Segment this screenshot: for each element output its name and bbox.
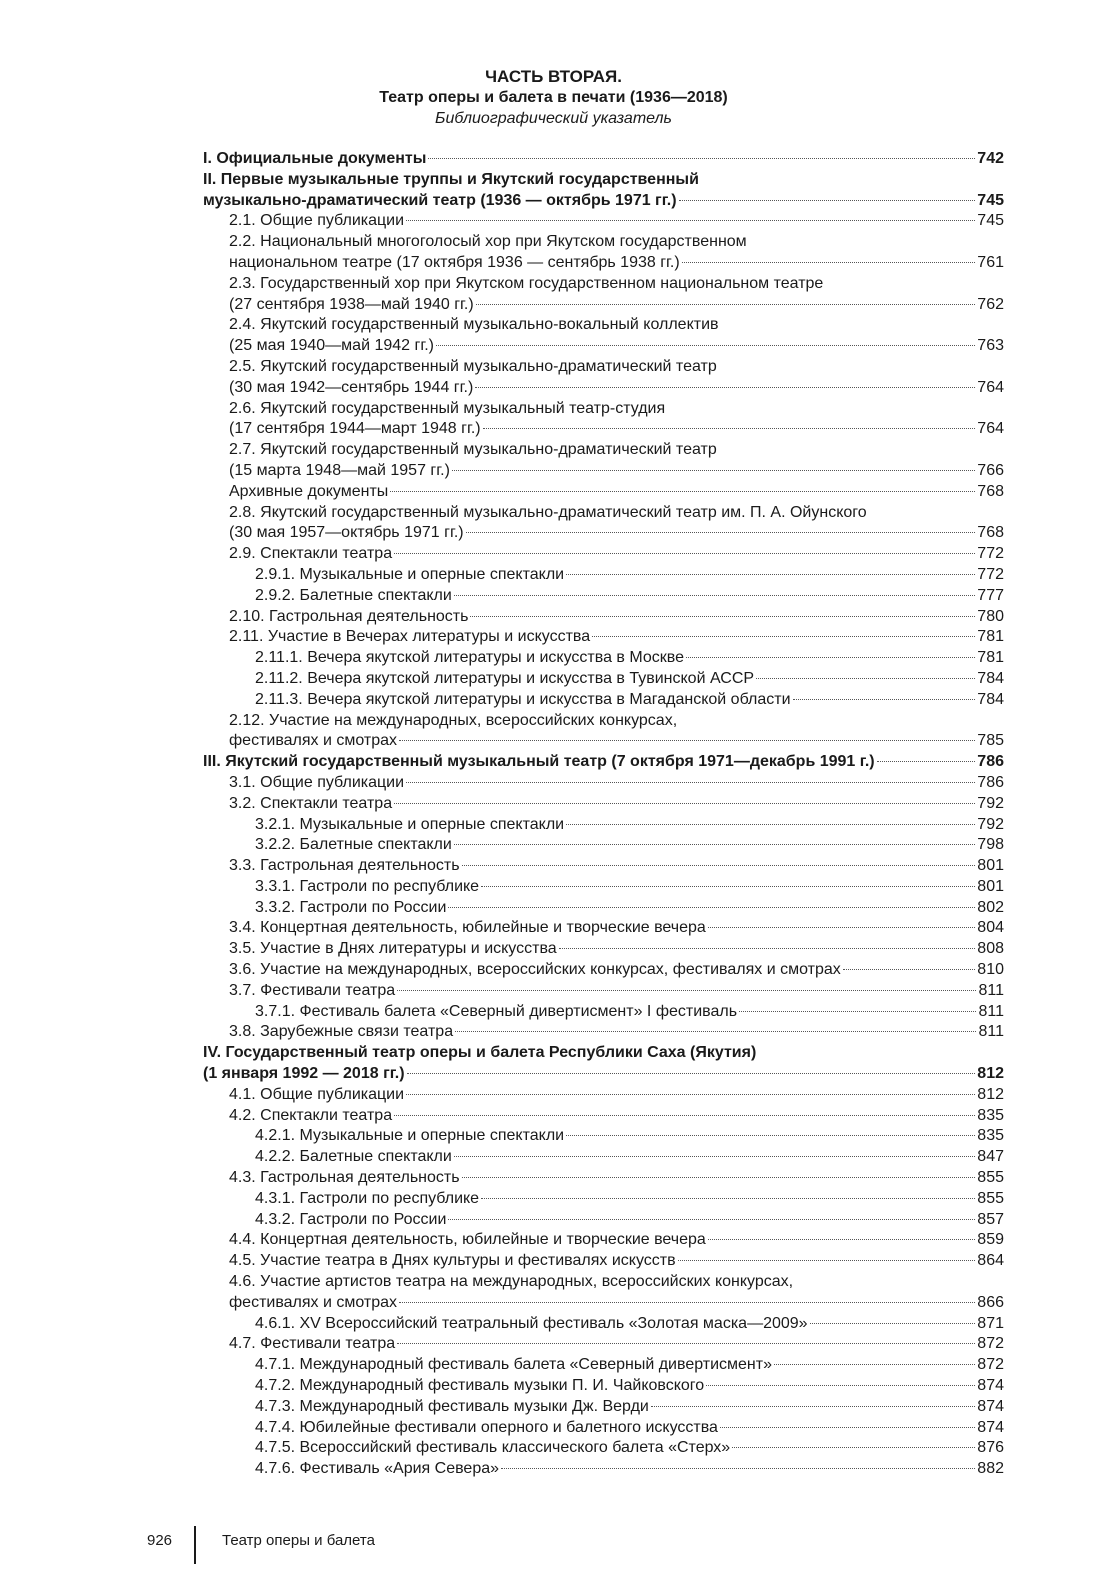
toc-entry-title: 2.9. Спектакли театра [229, 545, 393, 563]
toc-page-number: 798 [977, 836, 1004, 854]
toc-entry [203, 482, 1004, 503]
dot-leader [394, 803, 975, 804]
toc-entry [203, 1438, 1004, 1459]
toc-entry [203, 856, 1004, 877]
toc-entry [203, 1418, 1004, 1439]
part-heading: ЧАСТЬ ВТОРАЯ. [485, 67, 622, 86]
toc-entry-title: 3.7. Фестивали театра [229, 981, 396, 999]
toc-entry-title: 2.11.1. Вечера якутской литературы и искусства в Москве [255, 649, 684, 667]
toc-entry-title: национальном театре (17 октября 1936 — сентябрь 1938 гг.) [229, 253, 680, 271]
dot-leader [708, 927, 975, 928]
toc-entry-title: 4.7.1. Международный фестиваль балета «Северный дивертисмент» [255, 1356, 772, 1374]
section-title: Театр оперы и балета в печати (1936—2018) [379, 89, 728, 106]
toc-entry [203, 1043, 1004, 1085]
toc-entry [203, 274, 1004, 316]
toc-entry-title: (30 мая 1942—сентябрь 1944 гг.) [229, 378, 474, 396]
toc-entry-title: (15 марта 1948—май 1957 гг.) [229, 461, 450, 479]
toc-page-number: 764 [977, 378, 1004, 396]
toc-entry [203, 939, 1004, 960]
dot-leader [739, 1011, 976, 1012]
toc-entry-title: 4.3.2. Гастроли по России [255, 1210, 447, 1228]
dot-leader [476, 304, 976, 305]
toc-page-number: 871 [977, 1314, 1004, 1332]
toc-entry [203, 918, 1004, 939]
dot-leader [475, 387, 975, 388]
toc-page-number: 792 [977, 815, 1004, 833]
toc-page-number: 761 [977, 253, 1004, 271]
toc-entry-title-line: 2.4. Якутский государственный музыкально-вокальный коллектив [229, 316, 719, 334]
dot-leader [454, 595, 975, 596]
toc-entry [203, 1126, 1004, 1147]
toc-page-number: 811 [978, 981, 1004, 999]
toc-entry [203, 669, 1004, 690]
toc-page-number: 781 [977, 628, 1004, 646]
toc-entry [203, 1189, 1004, 1210]
toc-entry-title: 4.7.5. Всероссийский фестиваль классического балета «Стерх» [255, 1439, 731, 1457]
toc-entry-title: 3.4. Концертная деятельность, юбилейные и творческие вечера [229, 919, 706, 937]
dot-leader [428, 158, 975, 159]
toc-entry [203, 399, 1004, 441]
toc-entry-title: 4.2.2. Балетные спектакли [255, 1148, 452, 1166]
toc-entry [203, 773, 1004, 794]
dot-leader [682, 262, 976, 263]
toc-entry-title: фестивалях и смотрах [229, 732, 398, 750]
dot-leader [436, 345, 975, 346]
dot-leader [394, 553, 975, 554]
toc-entry-title: 3.7.1. Фестиваль балета «Северный дивертисмент» I фестиваль [255, 1002, 738, 1020]
toc-page-number: 855 [977, 1169, 1004, 1187]
dot-leader [566, 574, 975, 575]
dot-leader [566, 824, 975, 825]
toc-entry-title: (27 сентября 1938—май 1940 гг.) [229, 295, 474, 313]
toc-entry [203, 898, 1004, 919]
toc-entry [203, 232, 1004, 274]
toc-entry [203, 565, 1004, 586]
toc-entry-title: (17 сентября 1944—март 1948 гг.) [229, 420, 481, 438]
toc-entry [203, 1168, 1004, 1189]
toc-entry-title: (25 мая 1940—май 1942 гг.) [229, 337, 434, 355]
toc-entry-title: 3.2.2. Балетные спектакли [255, 836, 452, 854]
toc-page-number: 835 [977, 1106, 1004, 1124]
toc-entry [203, 211, 1004, 232]
toc-entry [203, 503, 1004, 545]
toc-entry-title: 2.11. Участие в Вечерах литературы и искусства [229, 628, 591, 646]
dot-leader [394, 1115, 975, 1116]
page-header [0, 66, 1107, 129]
dot-leader [651, 1406, 975, 1407]
toc-page-number: 777 [977, 586, 1004, 604]
toc-page-number: 876 [977, 1439, 1004, 1457]
toc-page-number: 874 [977, 1397, 1004, 1415]
toc-page-number: 872 [977, 1335, 1004, 1353]
toc-page-number: 786 [977, 773, 1004, 791]
toc-page-number: 866 [977, 1293, 1004, 1311]
toc-entry [203, 607, 1004, 628]
toc-entry [203, 1272, 1004, 1314]
toc-page-number: 780 [977, 607, 1004, 625]
toc-page-number: 772 [977, 565, 1004, 583]
toc-page-number: 792 [977, 794, 1004, 812]
toc-entry [203, 815, 1004, 836]
toc-page-number: 768 [977, 482, 1004, 500]
toc-page-number: 802 [977, 898, 1004, 916]
toc-entry-title-line: 2.5. Якутский государственный музыкально-драматический театр [229, 357, 717, 375]
toc-entry [203, 981, 1004, 1002]
toc-entry-title: 4.3. Гастрольная деятельность [229, 1169, 460, 1187]
dot-leader [708, 1239, 975, 1240]
dot-leader [406, 1094, 975, 1095]
dot-leader [462, 865, 976, 866]
toc-entry-title: 3.1. Общие публикации [229, 773, 405, 791]
toc-entry-title: 2.9.1. Музыкальные и оперные спектакли [255, 565, 565, 583]
footer-divider [194, 1526, 196, 1564]
dot-leader [679, 200, 976, 201]
toc-entry-title: 4.1. Общие публикации [229, 1085, 405, 1103]
dot-leader [407, 1073, 976, 1074]
toc-entry [203, 544, 1004, 565]
toc-entry [203, 586, 1004, 607]
toc-entry-title: 4.2. Спектакли театра [229, 1106, 393, 1124]
toc-entry-title: 4.7.3. Международный фестиваль музыки Дж. Верди [255, 1397, 649, 1415]
toc-entry-title-line: 2.3. Государственный хор при Якутском государственном национальном театре [229, 274, 824, 292]
toc-entry-title: 3.3. Гастрольная деятельность [229, 857, 460, 875]
toc-page-number: 772 [977, 545, 1004, 563]
toc-entry [203, 877, 1004, 898]
toc-entry-title: 3.2.1. Музыкальные и оперные спектакли [255, 815, 565, 833]
toc-entry [203, 1334, 1004, 1355]
toc-entry-title: 2.11.2. Вечера якутской литературы и искусства в Тувинской АССР [255, 669, 755, 687]
toc-page-number: 808 [977, 940, 1004, 958]
dot-leader [406, 782, 975, 783]
toc-entry-title: I. Официальные документы [203, 150, 427, 167]
dot-leader [448, 907, 975, 908]
dot-leader [732, 1447, 975, 1448]
toc-entry [203, 357, 1004, 399]
dot-leader [566, 1135, 975, 1136]
toc-entry-title: 4.7.4. Юбилейные фестивали оперного и балетного искусства [255, 1418, 718, 1436]
toc-page-number: 810 [977, 961, 1004, 979]
dot-leader [466, 532, 976, 533]
toc-page-number: 874 [977, 1377, 1004, 1395]
toc-entry-title: (30 мая 1957—октябрь 1971 гг.) [229, 524, 464, 542]
toc-entry-title: (1 января 1992 — 2018 гг.) [203, 1065, 405, 1083]
dot-leader [810, 1323, 976, 1324]
toc-page-number: 786 [977, 753, 1004, 771]
dot-leader [686, 657, 975, 658]
toc-entry-title: 3.2. Спектакли театра [229, 794, 393, 812]
toc-entry-title: музыкально-драматический театр (1936 — октябрь 1971 гг.) [203, 191, 677, 209]
toc-entry-title: 4.3.1. Гастроли по республике [255, 1189, 480, 1207]
toc-entry-title-line: 2.2. Национальный многоголосый хор при Якутском государственном [229, 233, 747, 251]
toc-entry [203, 315, 1004, 357]
dot-leader [455, 1031, 976, 1032]
toc-page-number: 745 [977, 212, 1004, 230]
table-of-contents [203, 149, 1004, 1480]
toc-page-number: 804 [977, 919, 1004, 937]
dot-leader [559, 948, 976, 949]
toc-entry [203, 170, 1004, 212]
toc-page-number: 882 [977, 1460, 1004, 1478]
toc-page-number: 835 [977, 1127, 1004, 1145]
toc-entry-title: 4.2.1. Музыкальные и оперные спектакли [255, 1127, 565, 1145]
toc-entry [203, 794, 1004, 815]
dot-leader [454, 844, 975, 845]
toc-page-number: 764 [977, 420, 1004, 438]
toc-page-number: 766 [977, 461, 1004, 479]
section-kind: Библиографический указатель [435, 110, 672, 127]
toc-page-number: 859 [977, 1231, 1004, 1249]
toc-page-number: 812 [977, 1065, 1004, 1083]
toc-entry-title: 4.4. Концертная деятельность, юбилейные и творческие вечера [229, 1231, 706, 1249]
dot-leader [756, 678, 975, 679]
toc-page-number: 785 [977, 732, 1004, 750]
dot-leader [452, 470, 975, 471]
toc-entry [203, 440, 1004, 482]
running-title: Театр оперы и балета [222, 1532, 375, 1549]
toc-entry-title: 4.7.6. Фестиваль «Ария Севера» [255, 1460, 500, 1478]
toc-page-number: 857 [977, 1210, 1004, 1228]
toc-entry [203, 1002, 1004, 1023]
dot-leader [706, 1385, 975, 1386]
toc-page-number: 762 [977, 295, 1004, 313]
toc-entry [203, 1459, 1004, 1480]
toc-entry-title: фестивалях и смотрах [229, 1293, 398, 1311]
toc-entry-title: 3.3.2. Гастроли по России [255, 898, 447, 916]
toc-page-number: 784 [977, 669, 1004, 687]
toc-page-number: 811 [978, 1023, 1004, 1041]
dot-leader [592, 636, 975, 637]
dot-leader [774, 1364, 975, 1365]
toc-entry [203, 1210, 1004, 1231]
toc-entry-title: III. Якутский государственный музыкальный театр (7 октября 1971—декабрь 1991 г.) [203, 753, 875, 771]
toc-entry-title: 3.3.1. Гастроли по республике [255, 877, 480, 895]
dot-leader [399, 740, 975, 741]
dot-leader [843, 969, 976, 970]
dot-leader [483, 428, 976, 429]
dot-leader [678, 1260, 976, 1261]
toc-entry-title: 2.10. Гастрольная деятельность [229, 607, 469, 625]
toc-entry-title: 4.7.2. Международный фестиваль музыки П. И. Чайковского [255, 1377, 705, 1395]
toc-entry [203, 1251, 1004, 1272]
dot-leader [454, 1156, 975, 1157]
dot-leader [481, 1198, 975, 1199]
toc-entry-title-line: 2.8. Якутский государственный музыкально-драматический театр им. П. А. Ойунского [229, 503, 867, 521]
toc-entry [203, 1085, 1004, 1106]
toc-entry-title: 4.5. Участие театра в Днях культуры и фестивалях искусств [229, 1252, 676, 1270]
toc-page-number: 864 [977, 1252, 1004, 1270]
toc-entry [203, 1022, 1004, 1043]
toc-page-number: 874 [977, 1418, 1004, 1436]
toc-page-number: 872 [977, 1356, 1004, 1374]
toc-entry-title-line: 4.6. Участие артистов театра на международных, всероссийских конкурсах, [229, 1273, 794, 1291]
toc-entry [203, 752, 1004, 773]
toc-entry-title: 2.11.3. Вечера якутской литературы и искусства в Магаданской области [255, 690, 791, 708]
toc-entry-title: Архивные документы [229, 482, 389, 500]
dot-leader [390, 491, 975, 492]
dot-leader [397, 990, 976, 991]
toc-page-number: 745 [977, 191, 1004, 209]
toc-entry [203, 711, 1004, 753]
toc-entry [203, 648, 1004, 669]
toc-page-number: 847 [977, 1148, 1004, 1166]
toc-entry-title: 3.6. Участие на международных, всероссийских конкурсах, фестивалях и смотрах [229, 961, 841, 979]
toc-entry [203, 1230, 1004, 1251]
dot-leader [501, 1468, 975, 1469]
toc-entry-title-line: 2.7. Якутский государственный музыкально-драматический театр [229, 441, 717, 459]
toc-page-number: 801 [977, 877, 1004, 895]
dot-leader [399, 1302, 975, 1303]
page-number: 926 [147, 1532, 173, 1549]
toc-page-number: 781 [977, 649, 1004, 667]
toc-entry-title-line: II. Первые музыкальные труппы и Якутский государственный [203, 170, 699, 188]
dot-leader [406, 220, 975, 221]
toc-entry [203, 690, 1004, 711]
toc-page-number: 784 [977, 690, 1004, 708]
dot-leader [397, 1343, 975, 1344]
toc-entry-title: 2.1. Общие публикации [229, 212, 405, 230]
toc-entry [203, 1147, 1004, 1168]
toc-page-number: 801 [977, 857, 1004, 875]
toc-entry [203, 149, 1004, 170]
toc-entry [203, 1106, 1004, 1127]
dot-leader [720, 1427, 975, 1428]
toc-entry-title-line: 2.6. Якутский государственный музыкальный театр-студия [229, 399, 666, 417]
dot-leader [470, 616, 975, 617]
toc-entry-title: 4.6.1. XV Всероссийский театральный фестиваль «Золотая маска—2009» [255, 1314, 808, 1332]
toc-entry-title-line: IV. Государственный театр оперы и балета Республики Саха (Якутия) [203, 1044, 757, 1062]
dot-leader [448, 1219, 975, 1220]
toc-entry [203, 835, 1004, 856]
dot-leader [877, 761, 976, 762]
toc-entry-title-line: 2.12. Участие на международных, всероссийских конкурсах, [229, 711, 678, 729]
dot-leader [481, 886, 975, 887]
toc-entry-title: 2.9.2. Балетные спектакли [255, 586, 452, 604]
toc-entry-title: 3.5. Участие в Днях литературы и искусства [229, 940, 557, 958]
toc-entry [203, 1376, 1004, 1397]
toc-page-number: 812 [977, 1085, 1004, 1103]
toc-entry [203, 1355, 1004, 1376]
dot-leader [793, 699, 976, 700]
toc-page-number: 768 [977, 524, 1004, 542]
toc-entry [203, 1314, 1004, 1335]
toc-entry [203, 1397, 1004, 1418]
toc-page-number: 855 [977, 1189, 1004, 1207]
toc-entry [203, 627, 1004, 648]
toc-entry [203, 960, 1004, 981]
toc-entry-title: 3.8. Зарубежные связи театра [229, 1023, 454, 1041]
toc-page-number: 763 [977, 337, 1004, 355]
toc-entry-title: 4.7. Фестивали театра [229, 1335, 396, 1353]
dot-leader [462, 1177, 976, 1178]
toc-page-number: 811 [978, 1002, 1004, 1020]
toc-page-number: 742 [977, 150, 1004, 167]
